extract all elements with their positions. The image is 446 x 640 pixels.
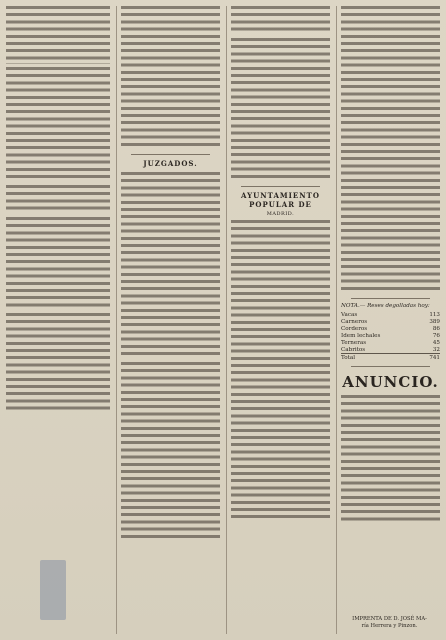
article-paragraph (6, 217, 110, 311)
illegible-text-lines (121, 172, 220, 359)
column-3 (226, 6, 330, 634)
row-label: Corderos (341, 325, 368, 332)
article-paragraph (121, 172, 220, 359)
illegible-text-lines (6, 313, 110, 414)
divider-rule (351, 298, 430, 299)
table-row (341, 346, 440, 354)
nota-title: NOTA.— Reses degolladas hoy: (341, 303, 430, 309)
article-paragraph (6, 313, 110, 414)
article-paragraph (6, 6, 110, 64)
illegible-text-lines (231, 38, 330, 182)
imprint-line-1: IMPRENTA DE D. JOSÉ MA- (352, 616, 427, 622)
table-row (341, 332, 440, 339)
illegible-text-lines (341, 6, 440, 294)
illegible-text-lines (121, 362, 220, 542)
column-2 (116, 6, 220, 634)
illegible-text-lines (231, 6, 330, 35)
section-heading: AYUNTAMIENTO POPULAR DE (241, 190, 320, 209)
illegible-text-lines (6, 185, 110, 214)
row-label: Idem lechales (341, 332, 381, 339)
imprint-line-2: ría Herrera y Pinzon. (361, 623, 418, 629)
row-label: Terneras (341, 339, 367, 346)
section-heading: JUZGADOS. (143, 159, 198, 168)
row-value: 389 (429, 318, 440, 325)
row-label: Cabritos (341, 346, 366, 353)
divider-rule (131, 154, 210, 155)
row-value: 76 (432, 332, 440, 339)
illegible-text-lines (6, 217, 110, 311)
article-paragraph (6, 67, 110, 182)
article-paragraph (121, 362, 220, 542)
row-label: Vacas (341, 311, 358, 318)
article-paragraph (341, 395, 440, 525)
article-paragraph (341, 6, 440, 294)
section-subheading: MADRID. (266, 210, 295, 217)
illegible-text-lines (121, 6, 220, 150)
row-value: 86 (432, 325, 440, 332)
row-value: 45 (432, 339, 440, 346)
table-row (341, 318, 440, 325)
illegible-text-lines (231, 220, 330, 522)
ink-stamp-mark (40, 560, 66, 620)
total-value: 741 (419, 354, 440, 362)
article-paragraph (231, 38, 330, 182)
total-label: Total (341, 354, 419, 362)
table-row (341, 339, 440, 346)
illegible-text-lines (341, 395, 440, 525)
column-1 (6, 6, 110, 634)
article-paragraph (6, 185, 110, 214)
table-row (341, 325, 440, 332)
illegible-text-lines (6, 6, 110, 64)
divider-rule (241, 186, 320, 187)
row-value: 32 (432, 346, 440, 353)
row-value: 113 (429, 311, 440, 318)
article-paragraph (231, 220, 330, 522)
article-paragraph (231, 6, 330, 35)
slaughter-table (341, 311, 440, 362)
article-paragraph (121, 6, 220, 150)
divider-rule (351, 366, 430, 367)
column-grid (6, 6, 440, 634)
total-row (341, 354, 440, 362)
column-4 (336, 6, 440, 634)
anuncio-heading: ANUNCIO. (342, 372, 439, 391)
illegible-text-lines (6, 67, 110, 182)
table-row (341, 311, 440, 318)
printer-imprint (341, 616, 438, 630)
row-label: Carneros (341, 318, 368, 325)
